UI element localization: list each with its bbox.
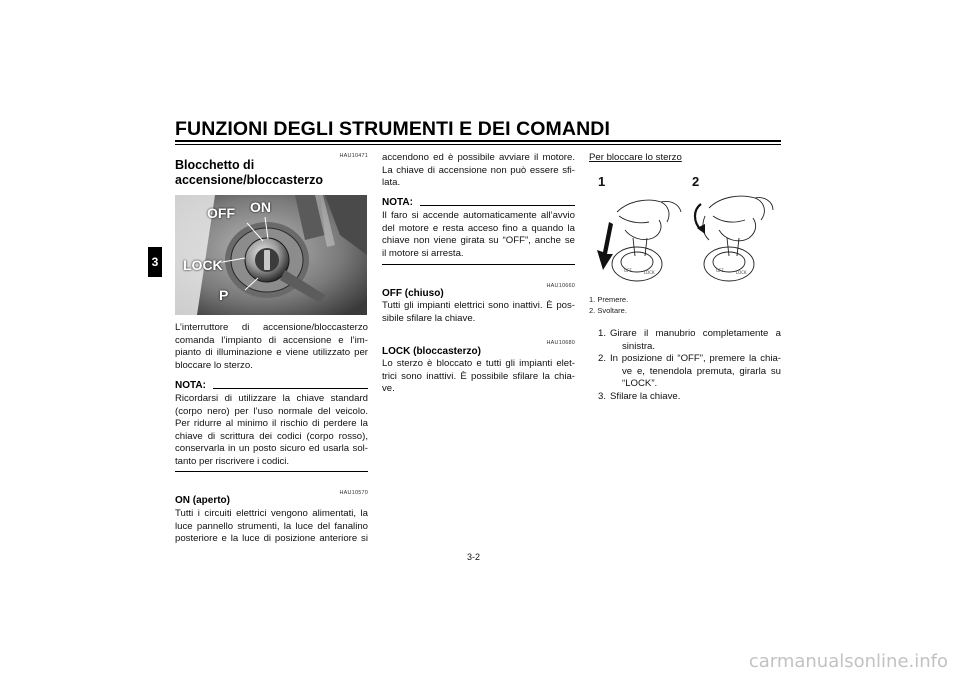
steering-lock-figure xyxy=(589,172,781,288)
lock-text: Lo sterzo è bloccato e tutti gli impianti elet- trici sono inattivi. È possibile sfilare la chia- ve. xyxy=(382,358,575,395)
nota-text: Ricordarsi di utilizzare la chiave standard (corpo nero) per l’uso normale del veicolo. Per ridurre al minimo il rischio di perdere la chiave di scrittura dei codici (corpo rosso), conservarla in un posto sicuro ed usarla sol- tanto per riscrivere i codici. xyxy=(175,393,368,467)
section-title: Blocchetto di accensione/bloccasterzo xyxy=(175,158,323,187)
on-text: Tutti i circuiti elettrici vengono alimentati, la luce pannello strumenti, la luce del fanalino posteriore e la luce di posizione anteriore si xyxy=(175,508,368,545)
watermark: carmanualsonline.info xyxy=(748,651,948,672)
p-label: P xyxy=(219,287,229,303)
nota-text-2: Il faro si accende automaticamente all’avvio del motore e resta acceso fino a quando la chiave non viene girata su “OFF”, anche se il motore si arresta. xyxy=(382,210,575,259)
step-item: 3. Sfilare la chiave. xyxy=(598,390,681,402)
push-arrow-icon xyxy=(597,222,613,270)
chapter-title: FUNZIONI DEGLI STRUMENTI E DEI COMANDI xyxy=(175,118,610,140)
chapter-tab: 3 xyxy=(148,247,162,277)
off-label: OFF xyxy=(207,205,235,221)
on-title: ON (aperto) xyxy=(175,495,230,506)
step-item: 1. Girare il manubrio completamente a sinistra. xyxy=(598,328,781,352)
lock-title: LOCK (bloccasterzo) xyxy=(382,346,481,357)
nota-end-rule-2 xyxy=(382,264,575,265)
nota-label: NOTA: xyxy=(175,380,206,391)
figure-captions: 1. Premere. 2. Svoltare. xyxy=(589,295,629,315)
ignition-switch-photo xyxy=(175,195,367,315)
page-number: 3-2 xyxy=(467,552,481,562)
off-code: HAU10660 xyxy=(546,283,575,289)
step-item: 2. In posizione di “OFF”, premere la chia- ve e, tenendola premuta, girarla su “LOCK”. xyxy=(598,353,781,390)
figure-label-1: 1 xyxy=(598,174,606,189)
steering-lock-heading: Per bloccare lo sterzo xyxy=(589,152,682,163)
nota-label-2: NOTA: xyxy=(382,197,413,208)
intro-paragraph: L’interruttore di accensione/bloccasterzo comanda l’impianto di accensione e l’im- pianto di illuminazione e viene utilizzato per bloccare lo sterzo. xyxy=(175,322,368,371)
turn-arrow-icon xyxy=(695,204,701,230)
on-label: ON xyxy=(250,199,271,215)
off-text: Tutti gli impianti elettrici sono inattivi. È pos- sibile sfilare la chiave. xyxy=(382,300,575,324)
svg-text:LOCK: LOCK xyxy=(736,270,747,275)
on-continued-text: accendono ed è possibile avviare il motore. La chiave di accensione non può essere sfi- lata. xyxy=(382,152,575,189)
header-rule-thin xyxy=(175,144,781,145)
hand-key-illustration xyxy=(589,172,781,288)
header-rule xyxy=(175,140,781,142)
steps-list xyxy=(589,328,781,404)
lock-label: LOCK xyxy=(183,257,223,273)
ignition-switch-illustration xyxy=(175,195,367,315)
svg-text:OFF: OFF xyxy=(716,268,724,273)
on-code: HAU10570 xyxy=(339,490,368,496)
off-title: OFF (chiuso) xyxy=(382,288,444,299)
svg-text:OFF: OFF xyxy=(624,268,632,273)
svg-text:LOCK: LOCK xyxy=(644,270,655,275)
nota-end-rule xyxy=(175,471,368,472)
lock-code: HAU10680 xyxy=(546,340,575,346)
figure-label-2: 2 xyxy=(692,174,700,189)
nota-rule-2 xyxy=(420,205,575,206)
nota-rule xyxy=(213,388,368,389)
section-code: HAU10471 xyxy=(339,153,368,159)
